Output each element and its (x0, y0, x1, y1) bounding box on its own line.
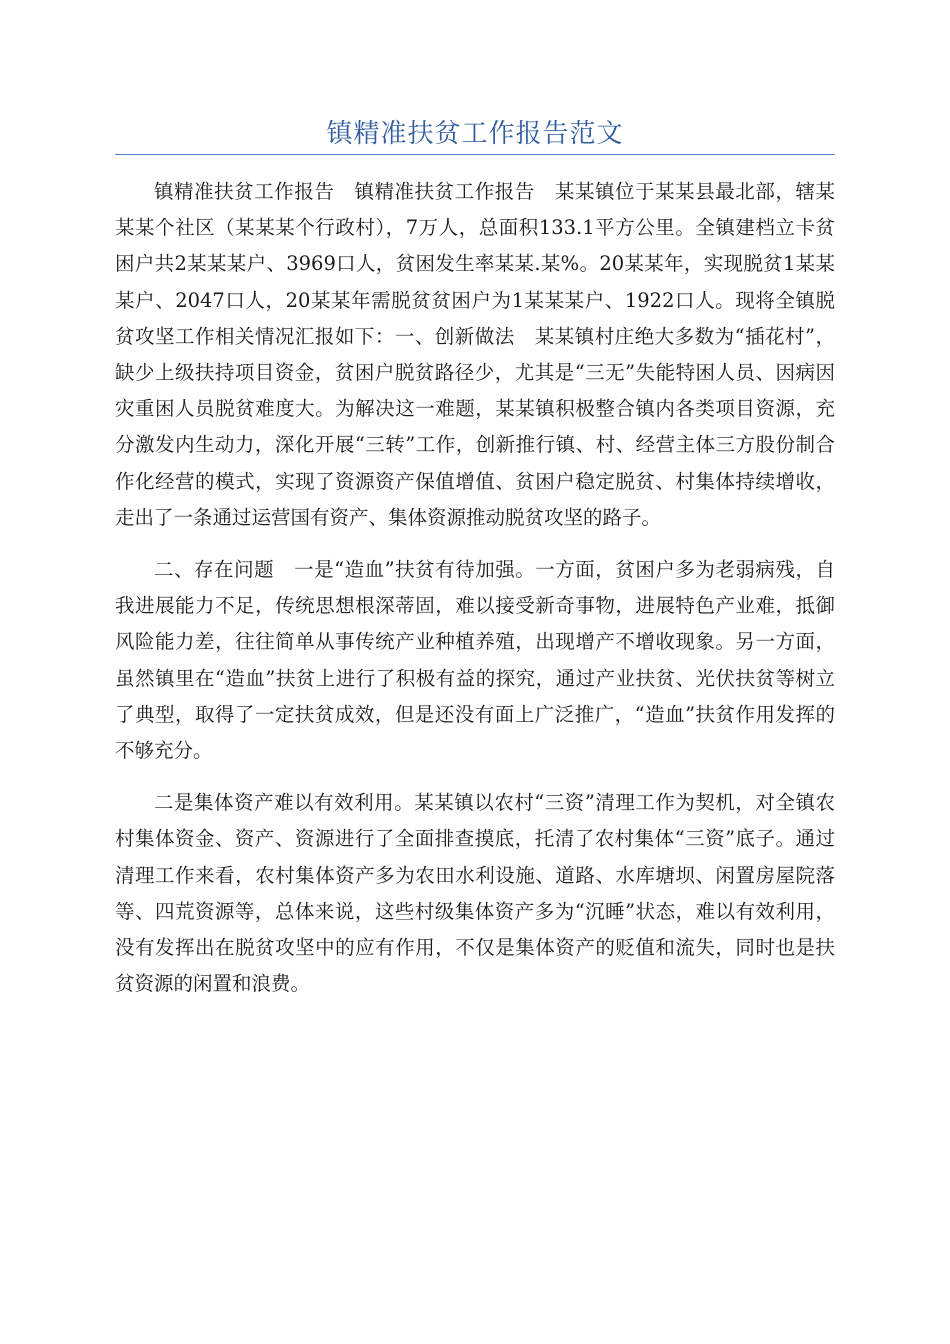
paragraph-collective-assets: 二是集体资产难以有效利用。某某镇以农村“三资”清理工作为契机，对全镇农村集体资金、资产、资源进行了全面排查摸底，托清了农村集体“三资”底子。通过清理工作来看，农村集体资产多为农田水利设施、道路、水库塘坝、闲置房屋院落等、四荒资源等，总体来说，这些村级集体资产多为“沉睡”状态，难以有效利用，没有发挥出在脱贫攻坚中的应有作用，不仅是集体资产的贬值和流失，同时也是扶贫资源的闲置和浪费。 (115, 791, 835, 996)
document-title: 镇精准扶贫工作报告范文 (326, 119, 624, 149)
paragraph-intro: 镇精准扶贫工作报告 镇精准扶贫工作报告 某某镇位于某某县最北部，辖某某某个社区（某某某个行政村），7万人，总面积133.1平方公里。全镇建档立卡贫困户共2某某某户、3969口人，贫困发生率某某.某%。20某某年，实现脱贫1某某某户、2047口人，20某某年需脱贫贫困户为1某某某户、1922口人。现将全镇脱贫攻坚工作相关情况汇报如下：一、创新做法 某某镇村庄绝大多数为“插花村”，缺少上级扶持项目资金，贫困户脱贫路径少，尤其是“三无”失能特困人员、因病因灾重困人员脱贫难度大。为解决这一难题，某某镇积极整合镇内各类项目资源，充分激发内生动力，深化开展“三转”工作，创新推行镇、村、经营主体三方股份制合作化经营的模式，实现了资源资产保值增值、贫困户稳定脱贫、村集体持续增收，走出了一条通过运营国有资产、集体资源推动脱贫攻坚的路子。 (115, 180, 835, 529)
document-body (115, 174, 835, 1018)
paragraph-problems: 二、存在问题 一是“造血”扶贫有待加强。一方面，贫困户多为老弱病残，自我进展能力不足，传统思想根深蒂固，难以接受新奇事物，进展特色产业难，抵御风险能力差，往往简单从事传统产业种植养殖，出现增产不增收现象。另一方面，虽然镇里在“造血”扶贫上进行了积极有益的探究，通过产业扶贫、光伏扶贫等树立了典型，取得了一定扶贫成效，但是还没有面上广泛推广，“造血”扶贫作用发挥的不够充分。 (115, 558, 835, 763)
title-underline (115, 154, 835, 155)
